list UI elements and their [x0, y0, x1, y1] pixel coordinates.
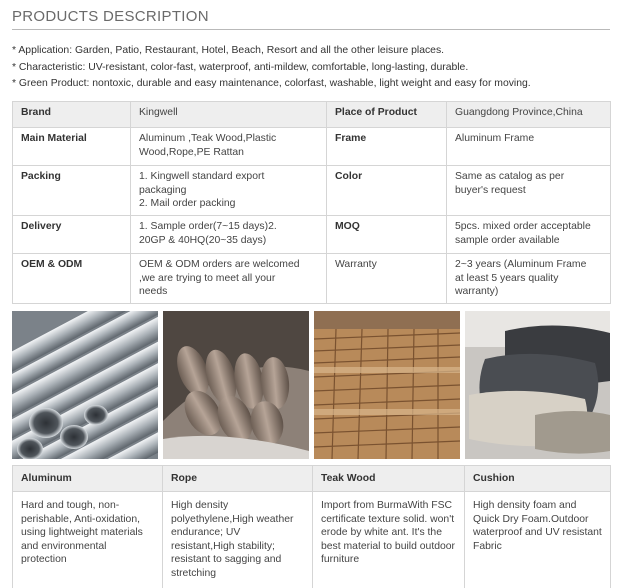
table-row [13, 166, 611, 216]
material-name: Rope [163, 466, 313, 492]
spec-key: MOQ [327, 216, 447, 254]
page-title: PRODUCTS DESCRIPTION [12, 8, 209, 25]
material-description: High density polyethylene,High weather endurance; UV resistant,High stability; resistant to sagging and stretching [163, 492, 313, 588]
spec-key: Main Material [13, 128, 131, 166]
spec-key: OEM & ODM [13, 254, 131, 304]
material-photos [12, 311, 610, 459]
feature-application: * Application: Garden, Patio, Restaurant, Hotel, Beach, Resort and all the other leisure places. [12, 45, 445, 56]
material-name: Cushion [465, 466, 611, 492]
materials-table [12, 465, 611, 588]
table-row [13, 466, 611, 492]
spec-value: Kingwell [131, 102, 327, 128]
section-header [12, 6, 610, 30]
material-name: Aluminum [13, 466, 163, 492]
table-row [13, 216, 611, 254]
spec-value: 1. Sample order(7~15 days)2. 20GP & 40HQ(20~35 days) [131, 216, 327, 254]
spec-value: OEM & ODM orders are welcomed ,we are trying to meet all your needs [131, 254, 327, 304]
spec-value: Aluminum ,Teak Wood,Plastic Wood,Rope,PE Rattan [131, 128, 327, 166]
table-row [13, 128, 611, 166]
spec-key: Packing [13, 166, 131, 216]
material-description: High density foam and Quick Dry Foam.Outdoor waterproof and UV resistant Fabric [465, 492, 611, 588]
spec-key: Brand [13, 102, 131, 128]
table-row [13, 102, 611, 128]
table-row [13, 492, 611, 588]
teak-wood-planks-photo [314, 311, 460, 459]
rope-weave-photo [163, 311, 309, 459]
spec-key: Delivery [13, 216, 131, 254]
spec-value: Same as catalog as per buyer's request [447, 166, 611, 216]
feature-characteristic: * Characteristic: UV-resistant, color-fast, waterproof, anti-mildew, comfortable, long-lasting, durable. [12, 61, 469, 73]
spec-key: Color [327, 166, 447, 216]
spec-value: 1. Kingwell standard export packaging 2. Mail order packing [131, 166, 327, 216]
feature-green-product: * Green Product: nontoxic, durable and easy maintenance, colorfast, washable, light weight and easy for moving. [12, 78, 531, 89]
material-name: Teak Wood [313, 466, 465, 492]
table-row [13, 254, 611, 304]
spec-value: Aluminum Frame [447, 128, 611, 166]
feature-list [12, 43, 622, 93]
spec-table [12, 101, 611, 304]
spec-key: Place of Product [327, 102, 447, 128]
aluminum-tubes-photo [12, 311, 158, 459]
cushions-photo [465, 311, 610, 459]
spec-value: Guangdong Province,China [447, 102, 611, 128]
spec-key: Warranty [327, 254, 447, 304]
material-description: Hard and tough, non-perishable, Anti-oxidation, using lightweight materials and environmental protection [13, 492, 163, 588]
spec-value: 5pcs. mixed order acceptable sample order available [447, 216, 611, 254]
spec-key: Frame [327, 128, 447, 166]
material-description: Import from BurmaWith FSC certificate texture solid. won't erode by white ant. It's the best material to build outdoor furniture [313, 492, 465, 588]
spec-value: 2~3 years (Aluminum Frame at least 5 years quality warranty) [447, 254, 611, 304]
